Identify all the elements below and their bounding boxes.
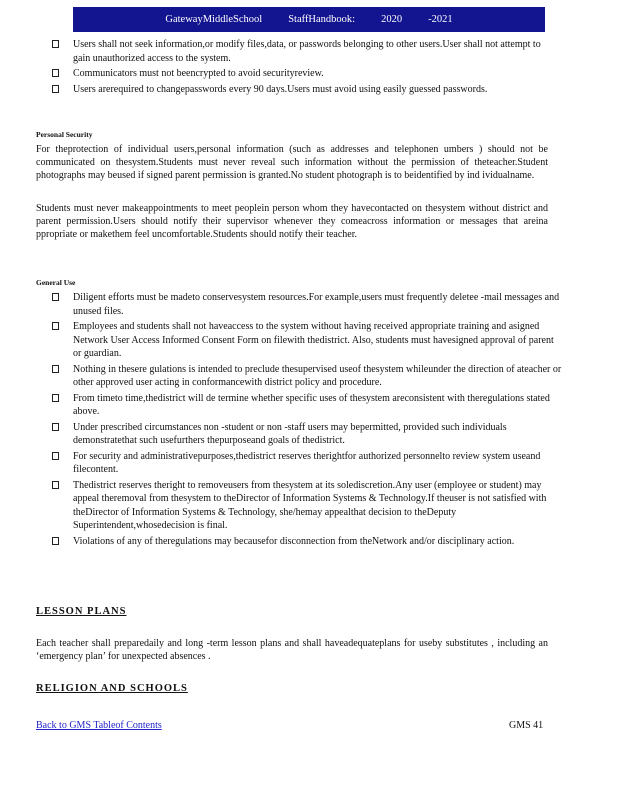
lesson-plans-heading: LESSON PLANS [36, 606, 127, 617]
bullet-icon [52, 452, 59, 460]
personal-security-para-2: Students must never makeappointments to meet peoplein person whom they havecontacted on thesystem without district and parent permission.Users should notify their supervisor whenever they comeacross information or messages that areina ppropriate or makethem feel uncomfortable.Students should notify their teacher. [36, 203, 548, 240]
bullet-icon [52, 322, 59, 330]
list-item: Diligent efforts must be madeto conservesystem resources.For example,users must frequently deletee -mail messages and unused files. [36, 291, 562, 318]
year-start: 2020 [381, 14, 403, 25]
bullet-icon [52, 293, 59, 301]
year-end: -2021 [428, 14, 453, 25]
list-item: Violations of any of theregulations may becausefor disconnection from theNetwork and/or disciplinary action. [36, 535, 562, 549]
lesson-plans-text: Each teacher shall preparedaily and long -term lesson plans and shall haveadequateplans for useby substitutes , including an ‘emergency plan’ for unexpected absences . [36, 638, 548, 662]
handbook-title: StaffHandbook: [288, 14, 356, 25]
list-item: For security and administrativepurposes,thedistrict reserves therightfor authorized personnelto review system useand filecontent. [36, 450, 562, 477]
bullet-icon [52, 481, 59, 489]
bullet-icon [52, 423, 59, 431]
page-number: GMS 41 [509, 720, 544, 731]
list-item: Under prescribed circumstances non -student or non -staff users may bepermitted, provided such individuals demonstratethat such usefurthers thepurposeand goals of thedistrict. [36, 421, 562, 448]
list-item: Users shall not seek information,or modify files,data, or passwords belonging to other users.User shall not attempt to gain unauthorized access to the system. [36, 38, 548, 65]
general-use-heading: General Use [36, 278, 76, 287]
bullet-icon [52, 537, 59, 545]
bullet-icon [52, 40, 59, 48]
top-bullet-list [36, 38, 548, 98]
list-item: Nothing in thesere gulations is intended to preclude thesupervised useof thesystem whileunder the direction of ateacher or other approved user acting in conformancewith district policy and procedure. [36, 363, 562, 390]
bullet-icon [52, 394, 59, 402]
bullet-icon [52, 85, 59, 93]
list-item: Communicators must not beencrypted to avoid securityreview. [36, 67, 548, 81]
list-item: From timeto time,thedistrict will de termine whether specific uses of thesystem areconsistent with theregulations stated above. [36, 392, 562, 419]
back-to-contents-link[interactable]: Back to GMS Tableof Contents [36, 720, 162, 731]
list-item: Employees and students shall not haveaccess to the system without having received appropriate training and asigned Network User Access Informed Consent Form on filewith thedistrict. Also, students must havesigned approval of parent or guardian. [36, 320, 562, 361]
list-item: Users arerequired to changepasswords every 90 days.Users must avoid using easily guessed passwords. [36, 83, 548, 97]
personal-security-para-1: For theprotection of individual users,personal information (such as addresses and telephonen umbers ) should not be communicated on thesystem.Students must never reveal such information without the permission of theteacher.Student photographs may beused if signed parent permission is granted.No student photograph is to beidentified by ind ividualname. [36, 144, 548, 181]
personal-security-heading: Personal Security [36, 130, 93, 139]
school-name: GatewayMiddleSchool [165, 14, 263, 25]
bullet-icon [52, 69, 59, 77]
handbook-header [73, 7, 545, 32]
religion-heading: RELIGION AND SCHOOLS [36, 683, 188, 694]
list-item: Thedistrict reserves theright to removeusers from thesystem at its solediscretion.Any user (employee or student) may appeal theremoval from thesystem to theDirector of Information Systems & Technology.If theuser is not satisfied with theDirector of Information Systems & Technology, she/hemay appealthat decision to theDeputy Superintendent,whosedecision is final. [36, 479, 562, 533]
bullet-icon [52, 365, 59, 373]
general-use-list [36, 291, 562, 550]
